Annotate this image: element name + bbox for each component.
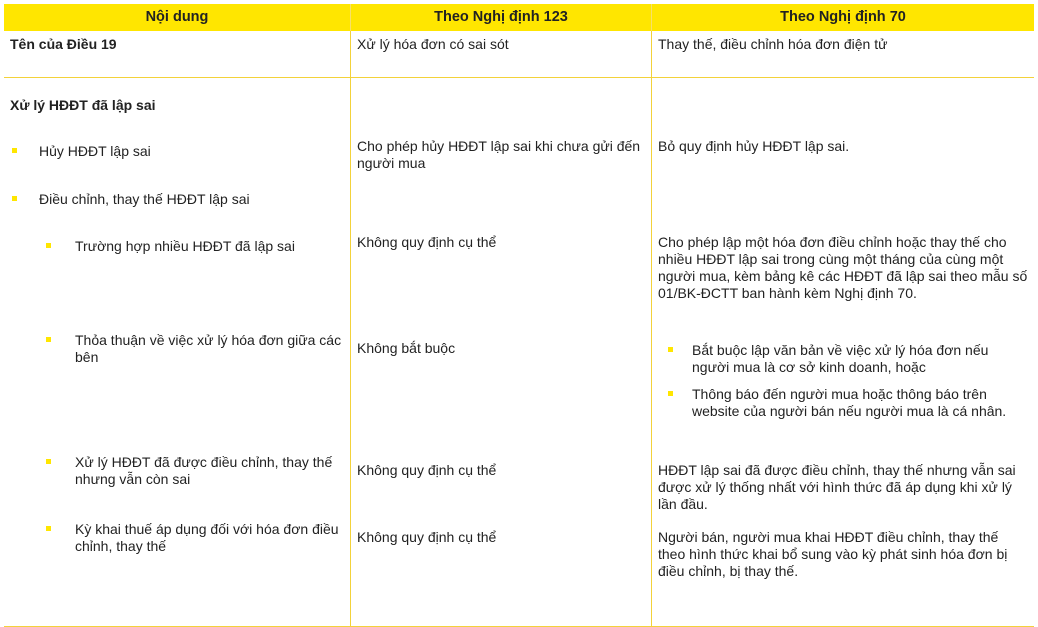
row-label: Tên của Điều 19 xyxy=(4,31,351,77)
bullet-icon xyxy=(46,459,51,464)
decree-70-value: HĐĐT lập sai đã được điều chỉnh, thay thế nhưng vẫn sai được xử lý thống nhất với hình thức đã áp dụng khi xử lý lần đầu. xyxy=(658,462,1016,512)
decree-70-bullets xyxy=(658,342,1028,420)
bullet-icon xyxy=(668,391,673,396)
decree-123-value: Không bắt buộc xyxy=(357,340,456,356)
decree-123-value: Không quy định cụ thể xyxy=(357,234,497,250)
decree-70-value: Bỏ quy định hủy HĐĐT lập sai. xyxy=(658,138,850,154)
header-decree-70: Theo Nghị định 70 xyxy=(780,9,906,25)
header-content: Nội dung xyxy=(4,4,351,31)
table-row xyxy=(4,31,1034,78)
decree-70-value: Thay thế, điều chỉnh hóa đơn điện tử xyxy=(658,36,888,52)
table-group xyxy=(4,78,1034,627)
list-item xyxy=(10,521,344,555)
decree-123-column xyxy=(351,78,652,626)
item-text: Bắt buộc lập văn bản về việc xử lý hóa đơn nếu người mua là cơ sở kinh doanh, hoặc xyxy=(692,342,989,375)
list-item xyxy=(10,332,344,366)
bullet-icon xyxy=(46,337,51,342)
decree-123-value: Không quy định cụ thể xyxy=(357,462,497,478)
item-text: Thỏa thuận về việc xử lý hóa đơn giữa các bên xyxy=(75,332,342,365)
list-item xyxy=(10,238,344,255)
bullet-icon xyxy=(668,347,673,352)
list-item xyxy=(658,386,1028,420)
bullet-icon xyxy=(12,148,17,153)
comparison-table xyxy=(4,4,1034,627)
bullet-icon xyxy=(46,526,51,531)
list-item xyxy=(10,143,344,160)
item-text: Thông báo đến người mua hoặc thông báo trên website của người bán nếu người mua là cá nhân. xyxy=(692,386,1007,419)
table-header xyxy=(4,4,1034,31)
section-title: Xử lý HĐĐT đã lập sai xyxy=(10,97,156,113)
decree-123-value: Không quy định cụ thể xyxy=(357,529,497,545)
content-column xyxy=(4,78,351,626)
decree-123-value: Cho phép hủy HĐĐT lập sai khi chưa gửi đến người mua xyxy=(357,138,641,171)
decree-70-column xyxy=(652,78,1034,626)
item-text: Hủy HĐĐT lập sai xyxy=(39,143,151,159)
decree-70-value: Cho phép lập một hóa đơn điều chỉnh hoặc thay thế cho nhiều HĐĐT lập sai trong cùng một tháng của cùng một người mua, kèm bảng kê các HĐĐT đã lập sai theo mẫu số 01/BK-ĐCTT ban hành kèm Nghị định 70. xyxy=(658,234,1028,301)
item-text: Xử lý HĐĐT đã được điều chỉnh, thay thế nhưng vẫn còn sai xyxy=(75,454,333,487)
item-text: Kỳ khai thuế áp dụng đối với hóa đơn điều chỉnh, thay thế xyxy=(75,521,339,554)
decree-123-value: Xử lý hóa đơn có sai sót xyxy=(351,31,652,77)
list-item xyxy=(658,342,1028,376)
item-text: Điều chỉnh, thay thế HĐĐT lập sai xyxy=(39,191,250,207)
decree-70-value: Người bán, người mua khai HĐĐT điều chỉnh, thay thế theo hình thức khai bổ sung vào kỳ phát sinh hóa đơn bị điều chỉnh, bị thay thế. xyxy=(658,529,1008,579)
list-item xyxy=(10,191,344,208)
item-text: Trường hợp nhiều HĐĐT đã lập sai xyxy=(75,238,295,254)
bullet-icon xyxy=(12,196,17,201)
bullet-icon xyxy=(46,243,51,248)
list-item xyxy=(10,454,344,488)
header-decree-123: Theo Nghị định 123 xyxy=(351,4,652,31)
